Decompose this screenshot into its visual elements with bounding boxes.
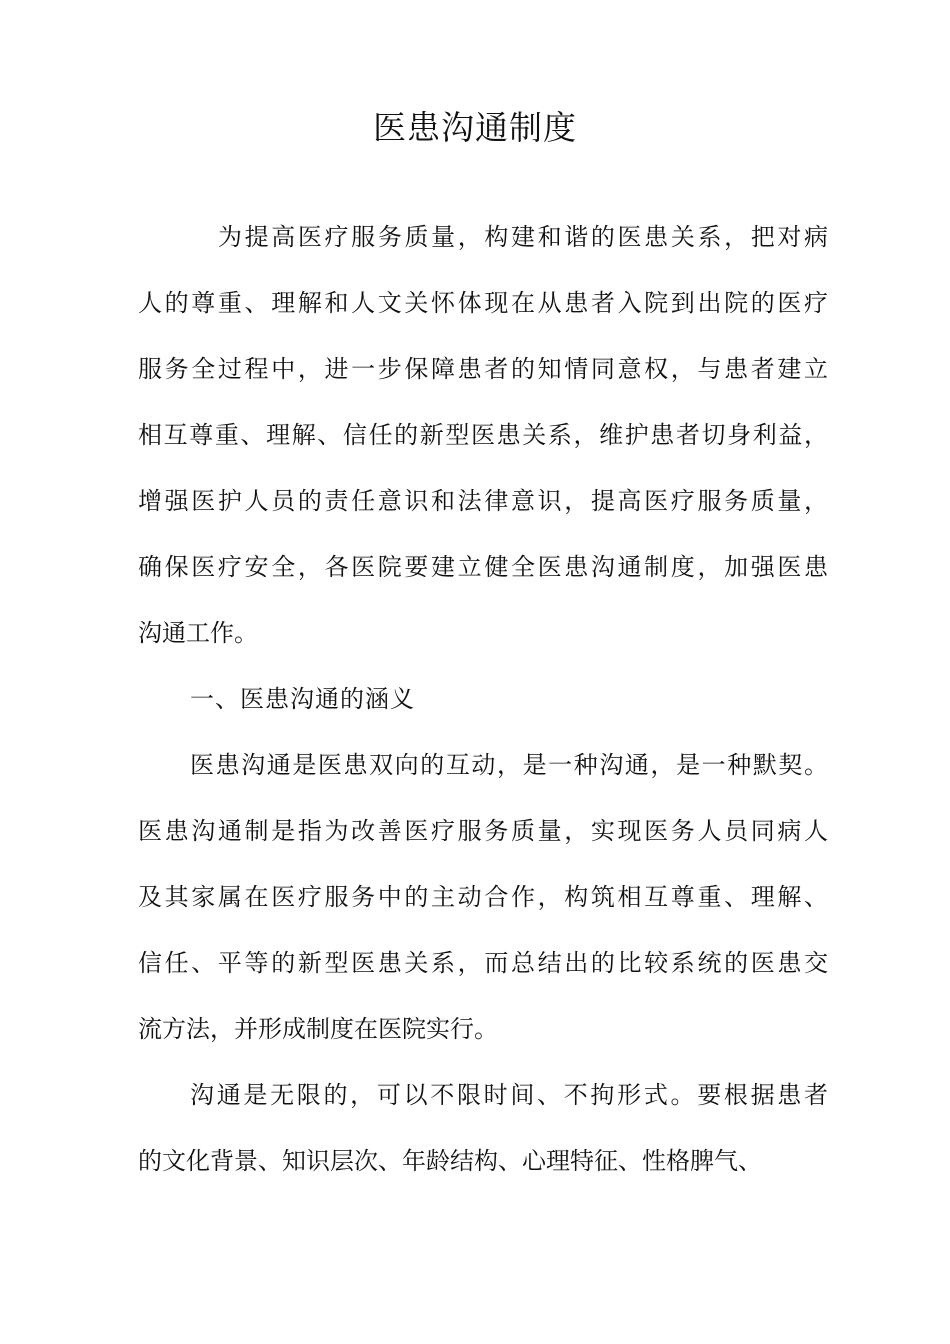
text-line: 医患沟通是医患双向的互动，是一种沟通，是一种默契。 (190, 751, 828, 779)
text-line: 确保医疗安全，各医院要建立健全医患沟通制度，加强医患 (138, 553, 828, 581)
text-line: 为提高医疗服务质量，构建和谐的医患关系，把对病 (218, 223, 828, 251)
text-line: 沟通是无限的，可以不限时间、不拘形式。要根据患者 (190, 1081, 828, 1109)
section-heading (138, 666, 828, 732)
text-line: 的文化背景、知识层次、年龄结构、心理特征、性格脾气、 (138, 1147, 762, 1175)
text-line: 人的尊重、理解和人文关怀体现在从患者入院到出院的医疗 (138, 289, 828, 317)
text-line: 及其家属在医疗服务中的主动合作，构筑相互尊重、理解、 (138, 883, 828, 911)
document-title: 医患沟通制度 (373, 108, 577, 147)
text-line: 流方法，并形成制度在医院实行。 (138, 1015, 498, 1043)
paragraph-definition (138, 732, 828, 1062)
paragraph-intro (138, 204, 828, 666)
text-line: 医患沟通制是指为改善医疗服务质量，实现医务人员同病人 (138, 817, 828, 845)
text-line: 相互尊重、理解、信任的新型医患关系，维护患者切身利益， (138, 421, 828, 449)
paragraph-communication (138, 1062, 828, 1194)
text-line: 信任、平等的新型医患关系，而总结出的比较系统的医患交 (138, 949, 828, 977)
text-line: 增强医护人员的责任意识和法律意识，提高医疗服务质量， (138, 487, 828, 515)
section-heading-text: 一、医患沟通的涵义 (190, 685, 415, 713)
text-line: 沟通工作。 (138, 619, 258, 647)
text-line: 服务全过程中，进一步保障患者的知情同意权，与患者建立 (138, 355, 828, 383)
